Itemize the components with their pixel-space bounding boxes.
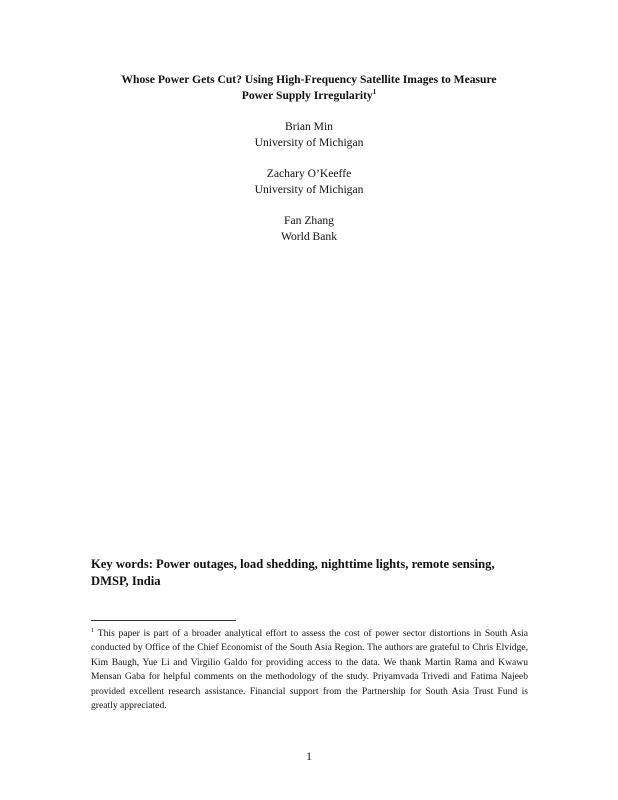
author-block-3 xyxy=(60,213,558,245)
keywords-line-1: Key words: Power outages, load shedding, nighttime lights, remote sensing, xyxy=(91,557,495,571)
footnote-marker: 1 xyxy=(91,626,95,634)
author-name: Zachary O’Keeffe xyxy=(266,167,352,180)
author-name: Fan Zhang xyxy=(284,214,334,227)
paper-title-line-2-text: Power Supply Irregularity xyxy=(241,89,373,102)
author-name: Brian Min xyxy=(285,120,333,133)
paper-title-line-1: Whose Power Gets Cut? Using High-Frequency Satellite Images to Measure xyxy=(121,73,497,86)
paper-title xyxy=(60,72,558,104)
footnote-divider xyxy=(91,620,236,621)
title-footnote-marker[interactable]: 1 xyxy=(372,88,377,97)
author-affiliation: University of Michigan xyxy=(254,136,364,149)
author-affiliation: University of Michigan xyxy=(254,183,364,196)
keywords-line-2: DMSP, India xyxy=(91,574,161,588)
footnote xyxy=(91,627,528,713)
keywords xyxy=(91,556,531,590)
author-block-1 xyxy=(60,119,558,151)
footnote-text: This paper is part of a broader analytical effort to assess the cost of power sector distortions in South Asia conducted by Office of the Chief Economist of the South Asia Region. The authors are grateful to Chris Elvidge, Kim Baugh, Yue Li and Virgilio Galdo for providing access to the data. We thank Martin Rama and Kwawu Mensan Gaba for helpful comments on the methodology of the study. Priyamvada Trivedi and Fatima Najeeb provided excellent research assistance. Financial support from the Partnership for South Asia Trust Fund is greatly appreciated. xyxy=(91,628,528,712)
author-affiliation: World Bank xyxy=(280,230,338,243)
paper-title-line-2 xyxy=(60,88,558,104)
page-number: 1 xyxy=(306,750,312,763)
author-block-2 xyxy=(60,166,558,198)
